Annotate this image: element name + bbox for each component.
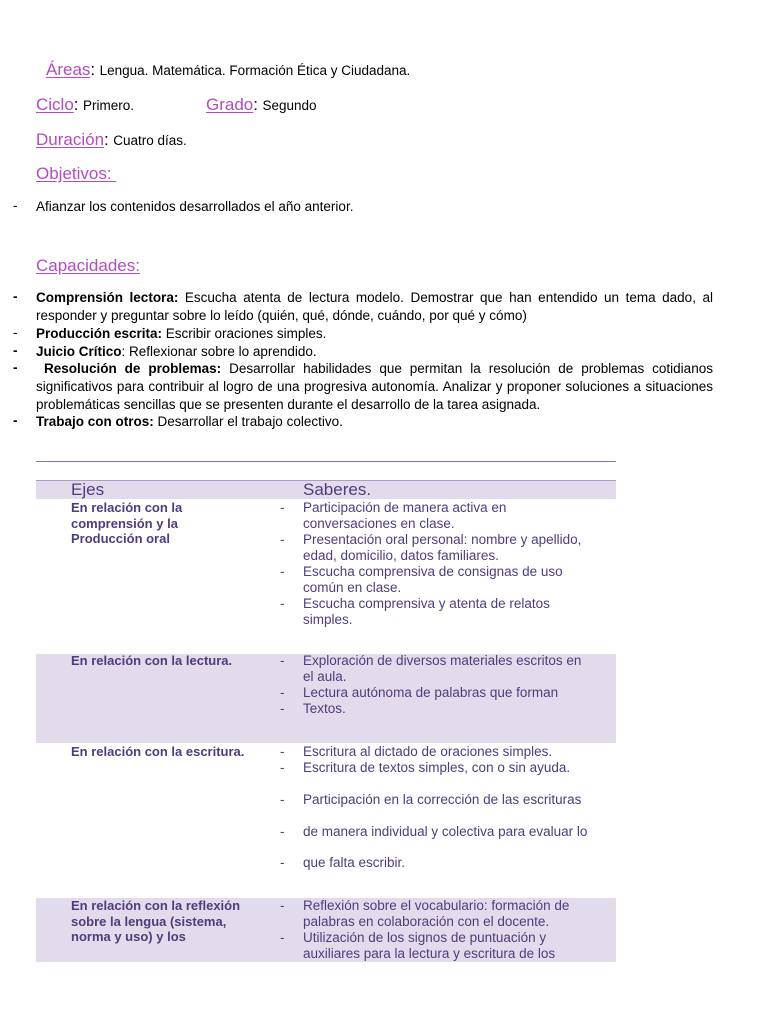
grado-line <box>206 95 317 115</box>
table-top-rule <box>36 461 616 462</box>
capacidad-bullet: - <box>13 343 18 358</box>
saber-item: Presentación oral personal: nombre y apellido, edad, domicilio, datos familiares. <box>303 532 582 563</box>
objetivos-item: Afianzar los contenidos desarrollados el año anterior. <box>36 199 354 214</box>
column-header-ejes: Ejes <box>71 480 105 499</box>
saber-item: Exploración de diversos materiales escritos en el aula. <box>303 653 582 684</box>
saber-item: Participación en la corrección de las escrituras <box>303 792 582 807</box>
capacidad-name: Trabajo con otros: <box>36 414 154 429</box>
capacidad-item <box>36 343 317 361</box>
saber-bullet: - <box>280 685 285 700</box>
duracion-line <box>36 130 187 150</box>
duracion-label: Duración <box>36 130 105 149</box>
saber-item: que falta escribir. <box>303 855 406 870</box>
capacidad-bullet: - <box>13 325 18 340</box>
ciclo-line <box>36 95 134 115</box>
ciclo-label: Ciclo <box>36 95 74 114</box>
capacidad-text: Desarrollar el trabajo colectivo. <box>153 414 343 429</box>
objetivos-title: Objetivos: <box>36 164 117 183</box>
capacidad-text: Escucha atenta de lectura modelo. Demostrar que han entendido un tema dado, al responder y preguntar sobre lo leído (quién, qué, dónde, cuándo, por qué y cómo) <box>36 290 713 323</box>
saber-bullet: - <box>280 596 285 611</box>
saber-bullet: - <box>280 564 285 579</box>
grado-label: Grado <box>206 95 254 114</box>
capacidad-bullet: - <box>13 289 18 304</box>
capacidad-item <box>36 289 713 325</box>
saber-bullet: - <box>280 898 285 913</box>
ciclo-value: Primero. <box>82 98 134 113</box>
capacidad-text: Escribir oraciones simples. <box>162 326 327 341</box>
saber-item: Escritura al dictado de oraciones simples. <box>303 744 553 759</box>
capacidad-name: Resolución de problemas: <box>36 361 222 376</box>
saber-bullet: - <box>280 532 285 547</box>
objetivos-bullet: - <box>13 198 18 213</box>
capacidades-title: Capacidades: <box>36 256 140 275</box>
saber-item: Utilización de los signos de puntuación y auxiliares para la lectura y escritura de los <box>303 930 556 961</box>
saber-bullet: - <box>280 653 285 668</box>
saber-bullet: - <box>280 500 285 515</box>
capacidad-bullet: - <box>13 413 18 428</box>
capacidad-text: Desarrollar habilidades que permitan la resolución de problemas cotidianos significativos para contribuir al logro de una progresiva autonomía. Analizar y proponer soluciones a situaciones problemáticas sencillas que se presenten durante el desarrollo de la tarea asignada. <box>36 361 717 412</box>
saber-bullet: - <box>280 792 285 807</box>
eje-cell: En relación con la escritura. <box>71 744 245 759</box>
duracion-value: Cuatro días. <box>113 133 187 148</box>
grado-colon: : <box>253 95 258 114</box>
eje-cell: En relación con la reflexión sobre la lengua (sistema, norma y uso) y los <box>71 898 241 944</box>
eje-cell: En relación con la comprensión y la Producción oral <box>71 500 183 546</box>
saber-item: de manera individual y colectiva para evaluar lo <box>303 824 588 839</box>
ciclo-colon: : <box>73 95 79 114</box>
capacidad-name: Producción escrita: <box>36 326 163 341</box>
saber-bullet: - <box>280 930 285 945</box>
saber-bullet: - <box>280 855 285 870</box>
saber-bullet: - <box>280 701 285 716</box>
saber-bullet: - <box>280 744 285 759</box>
saber-item: Participación de manera activa en conversaciones en clase. <box>303 500 507 531</box>
eje-cell: En relación con la lectura. <box>71 653 233 668</box>
saber-item: Reflexión sobre el vocabulario: formación de palabras en colaboración con el docente. <box>303 898 570 929</box>
saber-item: Lectura autónoma de palabras que forman <box>303 685 559 700</box>
areas-label: Áreas <box>46 60 91 79</box>
areas-value: Lengua. Matemática. Formación Ética y Ciudadana. <box>99 63 411 78</box>
areas-colon: : <box>90 60 96 79</box>
saber-item: Textos. <box>303 701 346 716</box>
saber-item: Escritura de textos simples, con o sin ayuda. <box>303 760 571 775</box>
saber-item: Escucha comprensiva y atenta de relatos simples. <box>303 596 550 627</box>
capacidad-name: Juicio Crítico <box>36 344 122 359</box>
duracion-colon: : <box>104 130 109 149</box>
saber-bullet: - <box>280 824 285 839</box>
capacidad-item <box>36 325 326 343</box>
capacidad-bullet: - <box>13 360 18 375</box>
grado-value: Segundo <box>262 98 317 113</box>
capacidad-text: : Reflexionar sobre lo aprendido. <box>121 344 317 359</box>
saber-bullet: - <box>280 760 285 775</box>
capacidad-name: Comprensión lectora: <box>36 290 179 305</box>
column-header-saberes: Saberes. <box>303 480 372 499</box>
capacidad-item <box>36 360 717 414</box>
areas-line <box>46 60 410 80</box>
capacidad-item <box>36 413 343 431</box>
saber-item: Escucha comprensiva de consignas de uso común en clase. <box>303 564 563 595</box>
